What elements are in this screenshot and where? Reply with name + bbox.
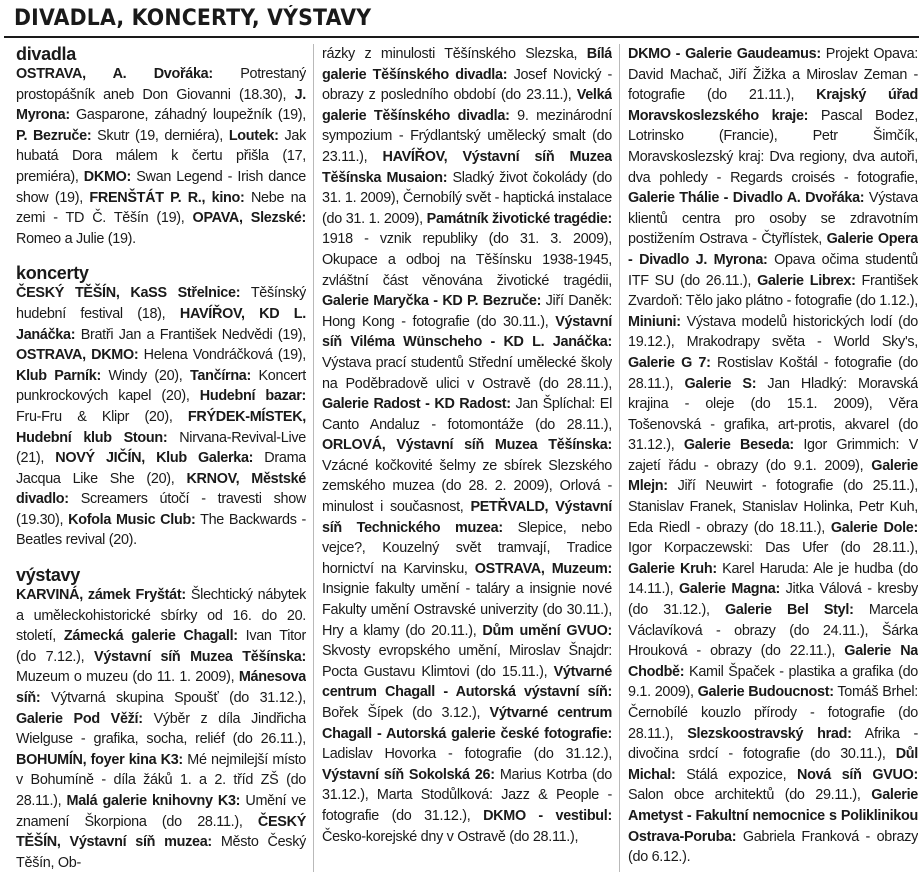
column-divider xyxy=(313,44,314,872)
event-text: Nebe na zemi - TD Č. Těšín (19), xyxy=(16,189,306,227)
venue-name: J. Myrona: xyxy=(16,86,306,124)
event-text: Stálá expozice, xyxy=(675,766,798,783)
event-text: The Backwards - Beatles revival (20). xyxy=(16,511,306,549)
venue-name: Památník životické tragédie: xyxy=(426,210,612,227)
event-text: Kamil Špaček - plastika a grafika (do 9.1. 2009), xyxy=(628,663,918,701)
section-koncerty xyxy=(16,263,306,551)
event-text: Koncert punkrockových kapel (20), xyxy=(16,367,306,405)
venue-name: NOVÝ JIČÍN, Klub Galerka: xyxy=(55,450,254,467)
event-text: Slepice, nebo vejce?, Kouzelný svět tramvají, Tradice hornictví na Karvinsku, xyxy=(322,519,612,577)
venue-name: Mánesova síň: xyxy=(16,669,306,707)
venue-name: FRÝDEK-MÍSTEK, Hudební klub Stoun: xyxy=(16,408,306,446)
event-text: Ladislav Hovorka - fotografie (do 31.12.), xyxy=(322,746,612,763)
event-text: Tomáš Brhel: Černobílé kouzlo přírody - fotografie (do 28.11.), xyxy=(628,684,918,742)
event-text: Výstava modelů historických lodí (do 19.12.), Mrakodrapy světa - World Sky's, xyxy=(628,313,918,351)
event-text: Jak hubatá Dora málem k čertu přišla (17, premiéra), xyxy=(16,127,306,185)
event-text: Pascal Bodez, Lotrinsko (Francie), Petr Šimčík, Moravskoslezský kraj: Dva regiony, dva autoři, dva pohledy - Regards croisés - fotografie, xyxy=(628,107,918,186)
venue-name: BOHUMÍN, foyer kina K3: xyxy=(16,751,183,768)
venue-name: Výstavní síň Viléma Wünscheho - KD L. Janáčka: xyxy=(322,313,612,351)
venue-name: Galerie Na Chodbě: xyxy=(628,643,918,680)
listing-koncerty xyxy=(16,283,306,551)
event-text: František Zvardoň: Tělo jako plátno - fotografie (do 1.12.), xyxy=(628,272,918,310)
venue-name: ČESKÝ TĚŠÍN, Výstavní síň muzea: xyxy=(16,813,306,851)
venue-name: OSTRAVA, Muzeum: xyxy=(474,560,612,577)
venue-name: KARVINÁ, zámek Fryštát: xyxy=(16,587,186,604)
event-text: 1918 - vznik republiky (do 31. 3. 2009), Okupace a odboj na Těšínsku 1938-1945, zvláštní část věnována životické tragédii, xyxy=(322,231,612,289)
event-text: Insignie fakulty umění - taláry a insignie nové Fakulty umění Ostravské univerzity (do 30.11.), Hry a klamy (do 20.11.), xyxy=(322,581,612,639)
section-title-koncerty: koncerty xyxy=(16,263,89,284)
venue-name: Hudební bazar: xyxy=(199,388,306,405)
venue-name: FRENŠTÁT P. R., kino: xyxy=(89,189,245,206)
venue-name: Loutek: xyxy=(228,127,279,144)
venue-name: OSTRAVA, DKMO: xyxy=(16,347,139,364)
venue-name: Galerie Budoucnost: xyxy=(697,684,834,701)
venue-name: Klub Parník: xyxy=(16,367,101,384)
venue-name: DKMO - Galerie Gaudeamus: xyxy=(628,46,821,62)
event-text: Romeo a Julie (19). xyxy=(16,230,136,247)
event-text: Jitka Válová - kresby (do 31.12.), xyxy=(628,581,918,619)
venue-name: Slezskoostravský hrad: xyxy=(687,725,852,742)
venue-name: Důl Michal: xyxy=(628,746,918,783)
event-text: Karel Haruda: Ale je hudba (do 14.11.), xyxy=(628,560,918,598)
event-text: Bratři Jan a František Nedvědi (19), xyxy=(75,326,306,343)
event-text: Helena Vondráčková (19), xyxy=(138,347,306,364)
event-text: Skvosty evropského umění, Miroslav Šnajdr: Pocta Gustavu Klimtovi (do 15.11.), xyxy=(322,643,612,680)
venue-name: DKMO: xyxy=(83,168,132,185)
listing-vystavy-continued xyxy=(322,44,612,847)
event-text: Jan Hladký: Moravská krajina - oleje (do 15.1. 2009), Věra Tošenovská - grafika, art-protis, akvarel (do 31.12.), xyxy=(628,375,918,454)
section-title-divadla: divadla xyxy=(16,44,76,64)
event-text: Marius Kotrba (do 31.12.), Marta Stodůlková: Jazz & People - fotografie (do 31.12.), xyxy=(322,766,612,824)
column-3 xyxy=(628,44,918,876)
venue-name: Galerie Bel Styl: xyxy=(725,602,854,619)
event-text: Afrika - divočina srdcí - fotografie (do 30.11.), xyxy=(628,725,918,763)
listing-vystavy-continued-2 xyxy=(628,44,918,868)
venue-name: HAVÍŘOV, KD L. Janáčka: xyxy=(16,305,306,343)
listing-divadla xyxy=(16,64,306,249)
venue-name: Galerie Librex: xyxy=(757,272,856,289)
event-text: Těšínský hudební festival (18), xyxy=(16,285,306,322)
venue-name: Galerie G 7: xyxy=(628,354,711,371)
event-text: Výstava klientů centra pro osoby se zdravotním postižením Ostrava - Čtyřlístek, xyxy=(628,190,918,248)
venue-name: PETŘVALD, Výstavní síň Technického muzea: xyxy=(322,499,612,536)
event-text: rázky z minulosti Těšínského Slezska, xyxy=(322,46,587,62)
section-divadla xyxy=(16,44,306,249)
venue-name: Bílá galerie Těšínského divadla: xyxy=(322,46,612,83)
venue-name: Galerie Ametyst - Fakultní nemocnice s Poliklinikou Ostrava-Poruba: xyxy=(628,787,918,845)
event-text: Muzeum o muzeu (do 11. 1. 2009), xyxy=(16,669,239,686)
event-text: Ivan Titor (do 7.12.), xyxy=(16,628,306,665)
column-1 xyxy=(16,44,306,876)
event-text: Rostislav Koštál - fotografie (do 28.11.), xyxy=(628,354,918,392)
column-divider xyxy=(619,44,620,872)
event-text: Fru-Fru & Klipr (20), xyxy=(16,408,188,425)
venue-name: HAVÍŘOV, Výstavní síň Muzea Těšínska Musaion: xyxy=(322,148,612,186)
venue-name: Velká galerie Těšínského divadla: xyxy=(322,87,612,124)
event-text: Marcela Václavíková - obrazy (do 24.11.), Šárka Hrouková - obrazy (do 22.11.), xyxy=(628,602,918,660)
listing-vystavy xyxy=(16,585,306,873)
venue-name: P. Bezruče: xyxy=(16,127,92,144)
event-text: Swan Legend - Irish dance show (19), xyxy=(16,168,306,206)
venue-name: Galerie Opera - Divadlo J. Myrona: xyxy=(628,231,918,268)
masthead xyxy=(4,2,919,38)
event-text: 9. mezinárodní sympozium - Frýdlantský umělecký smalt (do 23.11.), xyxy=(322,107,612,165)
event-text: Salon obce architektů (do 29.11.), xyxy=(628,787,872,804)
event-text: Josef Novický - obrazy z posledního období (do 23.11.), xyxy=(322,66,612,104)
venue-name: Galerie Thálie - Divadlo A. Dvořáka: xyxy=(628,190,865,207)
event-text: Nirvana-Revival-Live (21), xyxy=(16,429,306,467)
event-text: Výstava prací studentů Střední umělecké školy na Poděbradově ulici v Ostravě (do 28.11.), xyxy=(322,354,612,392)
event-text: Česko-korejské dny v Ostravě (do 28.11.), xyxy=(322,828,579,845)
venue-name: DKMO - vestibul: xyxy=(483,807,612,824)
event-text: Projekt Opava: David Machač, Jiří Žižka a Miroslav Zeman - fotografie (do 21.11.), xyxy=(628,46,918,104)
column-2 xyxy=(322,44,612,876)
venue-name: Galerie Radost - KD Radost: xyxy=(322,396,511,413)
venue-name: Dům umění GVUO: xyxy=(482,622,612,639)
venue-name: ORLOVÁ, Výstavní síň Muzea Těšínska: xyxy=(322,437,612,454)
event-text: Město Český Těšín, Ob- xyxy=(16,834,306,871)
venue-name: Galerie Maryčka - KD P. Bezruče: xyxy=(322,293,542,310)
event-text: Šlechtický nábytek a uměleckohistorické sbírky od 16. do 20. století, xyxy=(16,587,306,645)
venue-name: Galerie Beseda: xyxy=(683,437,794,454)
venue-name: Galerie Mlejn: xyxy=(628,457,918,495)
event-text: Jiří Daněk: Hong Kong - fotografie (do 30.11.), xyxy=(322,293,612,330)
event-text: Umění ve znamení Škorpiona (do 28.11.), xyxy=(16,793,306,830)
event-text: Drama Jacqua Like She (20), xyxy=(16,450,306,487)
event-text: Igor Korpaczewski: Das Ufer (do 28.11.), xyxy=(628,540,918,557)
venue-name: Galerie Magna: xyxy=(679,581,780,598)
event-text: Mé nejmilejší místo v Bohumíně - díla žáků 1. a 2. tříd ZŠ (do 28.11.), xyxy=(16,751,306,809)
venue-name: KRNOV, Městské divadlo: xyxy=(16,470,306,508)
venue-name: Výtvarné centrum Chagall - Autorská galerie české fotografie: xyxy=(322,705,612,742)
event-text: Jan Šplíchal: El Canto Andaluz - fotomontáže (do 28.11.), xyxy=(322,396,612,433)
event-text: Potrestaný prostopášník aneb Don Giovanni (18.30), xyxy=(16,66,306,103)
event-text: Skutr (19, derniéra), xyxy=(91,127,229,144)
event-text: Screamers útočí - travesti show (19.30), xyxy=(16,491,306,528)
venue-name: Nová síň GVUO: xyxy=(797,766,918,783)
venue-name: Krajský úřad Moravskoslezského kraje: xyxy=(628,87,918,124)
venue-name: Galerie Dole: xyxy=(830,519,918,536)
event-text: Výběr z díla Jindřicha Wielguse - grafika, socha, reliéf (do 26.11.), xyxy=(16,710,306,748)
venue-name: Kofola Music Club: xyxy=(68,511,196,528)
venue-name: ČESKÝ TĚŠÍN, KaSS Střelnice: xyxy=(16,285,241,302)
event-text: Jiří Neuwirt - fotografie (do 25.11.), Stanislav Franek, Stanislav Holinka, Petr Kuh, Eda Riedl - obrazy (do 18.11.), xyxy=(628,478,918,536)
section-vystavy xyxy=(16,565,306,873)
event-text: Výtvarná skupina Spoušť (do 31.12.), xyxy=(40,690,306,707)
venue-name: OPAVA, Slezské: xyxy=(192,210,306,227)
event-text: Windy (20), xyxy=(100,367,190,384)
venue-name: Galerie Pod Věží: xyxy=(16,710,143,727)
venue-name: Výstavní síň Sokolská 26: xyxy=(322,766,495,783)
venue-name: Galerie Kruh: xyxy=(628,560,717,577)
event-text: Opava očima studentů ITF SU (do 26.11.), xyxy=(628,251,918,289)
venue-name: Galerie S: xyxy=(684,375,757,392)
venue-name: Výtvarné centrum Chagall - Autorská výstavní síň: xyxy=(322,663,612,701)
event-text: Gabriela Franková - obrazy (do 6.12.). xyxy=(628,828,918,866)
venue-name: Zámecká galerie Chagall: xyxy=(63,628,238,645)
event-text: Gasparone, záhadný loupežník (19), xyxy=(69,107,306,124)
event-text: Vzácné kočkovité šelmy ze sbírek Slezského zemského muzea (do 28. 2. 2009), Orlová - minulost i současnost, xyxy=(322,457,612,516)
event-text: Sladký život čokolády (do 31. 1. 2009), Černobílý svět - haptická instalace (do 31. 1. 2009), xyxy=(322,169,612,227)
venue-name: Tančírna: xyxy=(190,367,252,384)
section-title-vystavy: výstavy xyxy=(16,565,80,586)
venue-name: Malá galerie knihovny K3: xyxy=(66,793,241,809)
venue-name: Výstavní síň Muzea Těšínska: xyxy=(94,648,306,665)
event-text: Igor Grimmich: V zajetí řádu - obrazy (do 9.1. 2009), xyxy=(628,437,918,474)
event-text: Bořek Šípek (do 3.12.), xyxy=(322,705,490,721)
venue-name: OSTRAVA, A. Dvořáka: xyxy=(16,66,213,82)
page-headline: DIVADLA, KONCERTY, VÝSTAVY xyxy=(14,6,372,31)
venue-name: Miniuni: xyxy=(628,313,681,330)
